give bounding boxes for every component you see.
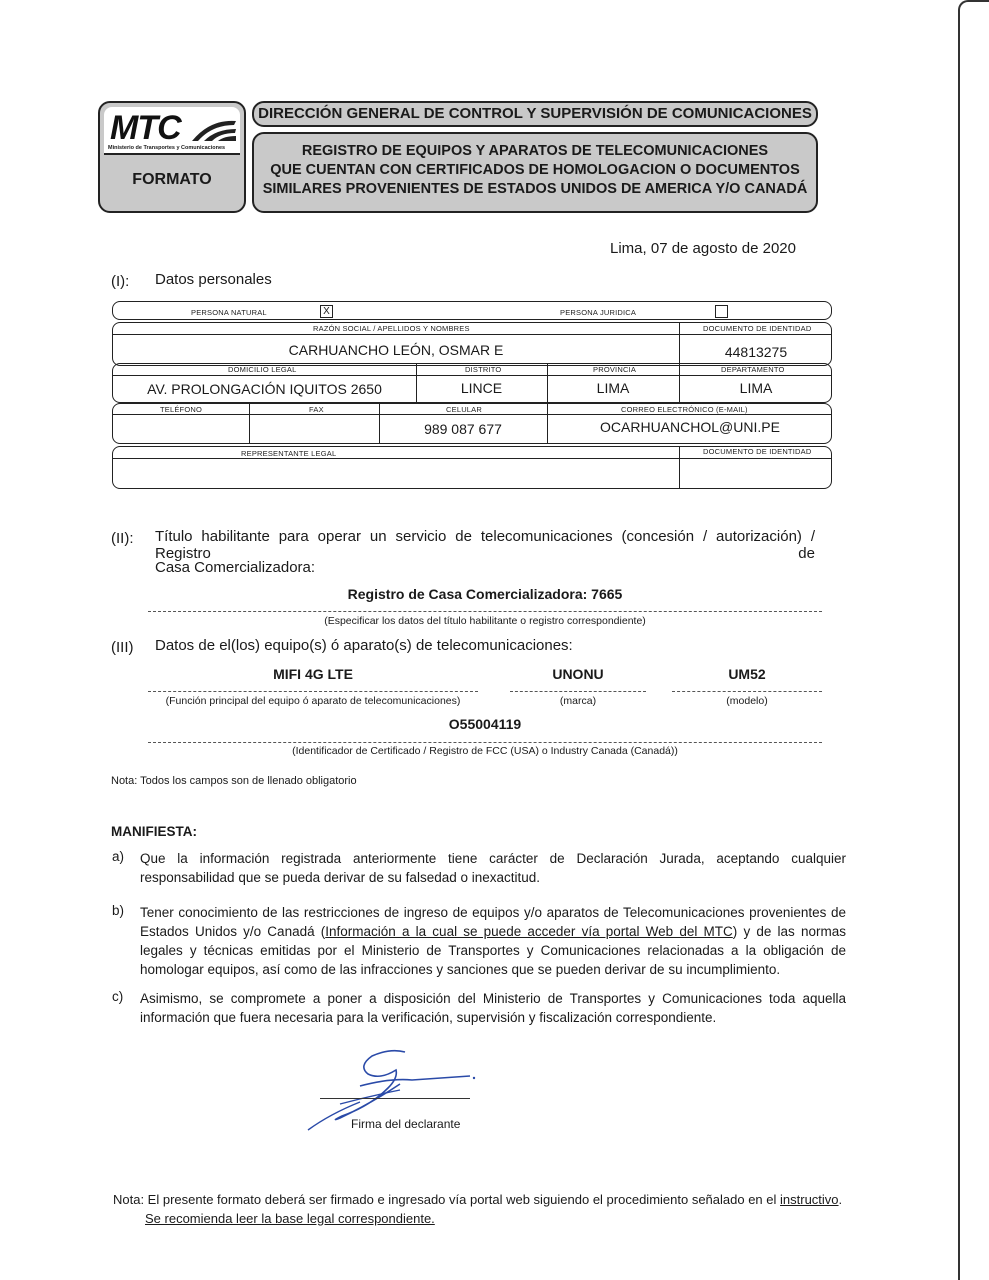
- modelo-value: UM52: [728, 666, 766, 682]
- telefono-label: TELÉFONO: [160, 405, 203, 414]
- modelo-underline: [672, 691, 822, 692]
- header-subtitle: [252, 132, 818, 213]
- distrito-value: LINCE: [460, 380, 503, 396]
- section-2-number: (II):: [111, 530, 134, 547]
- divider: [113, 458, 831, 459]
- funcion-value: MIFI 4G LTE: [273, 666, 353, 682]
- section-2-text-line-2: Casa Comercializadora:: [155, 559, 316, 576]
- representante-label: REPRESENTANTE LEGAL: [241, 449, 337, 458]
- item-c-text: Asimismo, se compromete a poner a disposición del Ministerio de Transportes y Comunicaciones toda aquella información que fuera necesaria para la verificación, supervisión y fiscalización correspondiente.: [140, 991, 846, 1025]
- item-b-text-pre: Tener conocimiento de las restricciones de ingreso de equipos y/o aparatos de Telecomunicaciones provenientes de Estados Unidos y/o Canadá (: [140, 905, 846, 939]
- document-date: Lima, 07 de agosto de 2020: [610, 240, 796, 257]
- divider: [249, 404, 250, 443]
- domicilio-value: AV. PROLONGACIÓN IQUITOS 2650: [147, 381, 382, 397]
- distrito-label: DISTRITO: [465, 365, 502, 374]
- item-b-text-post: ) y de las normas legales y técnicas emitidas por el Ministerio de Transportes y Comunicaciones relacionadas a la obligación de homologar equipos, así como de las infracciones y sanciones que se pueden derivar de su incumplimiento.: [140, 924, 846, 977]
- celular-label: CELULAR: [446, 405, 482, 414]
- persona-natural-label: PERSONA NATURAL: [191, 308, 267, 317]
- mtc-portal-link[interactable]: Información a la cual se puede acceder vía portal Web del MTC: [325, 924, 733, 939]
- funcion-underline: [148, 691, 478, 692]
- nota-footer: [113, 1192, 842, 1207]
- marca-value: UNONU: [552, 666, 604, 682]
- provincia-value: LIMA: [596, 380, 630, 396]
- section-2-text-line-1: Título habilitante para operar un servicio de telecomunicaciones (concesión / autorización) / Registro de: [155, 528, 815, 562]
- razon-social-row: [112, 322, 832, 366]
- persona-row: [112, 301, 832, 320]
- correo-value: OCARHUANCHOL@UNI.PE: [600, 419, 780, 435]
- logo-subtitle: Ministerio de Transportes y Comunicaciones: [108, 145, 226, 151]
- doc-identidad-value: 44813275: [724, 344, 788, 360]
- divider: [679, 447, 680, 488]
- razon-social-value: CARHUANCHO LEÓN, OSMAR E: [288, 342, 504, 358]
- domicilio-label: DOMICILIO LEGAL: [228, 365, 297, 374]
- contacto-row: [112, 403, 832, 444]
- instructivo-link[interactable]: instructivo: [780, 1192, 839, 1207]
- mtc-logo: [104, 107, 240, 155]
- representante-row: [112, 446, 832, 489]
- departamento-label: DEPARTAMENTO: [721, 365, 785, 374]
- nota-footer-text: Nota: El presente formato deberá ser firmado e ingresado vía portal web siguiendo el procedimiento señalado en el: [113, 1192, 781, 1207]
- marca-caption: (marca): [559, 695, 597, 707]
- registro-value: Registro de Casa Comercializadora: 7665: [347, 586, 623, 602]
- manifiesta-title: MANIFIESTA:: [111, 824, 197, 839]
- funcion-caption: (Función principal del equipo ó aparato de telecomunicaciones): [165, 695, 461, 707]
- item-b-label: b): [112, 903, 125, 918]
- formato-label: FORMATO: [132, 171, 212, 188]
- divider: [113, 375, 831, 376]
- subtitle-line-2: QUE CUENTAN CON CERTIFICADOS DE HOMOLOGACION O DOCUMENTOS: [270, 162, 800, 178]
- persona-natural-checkbox[interactable]: X: [320, 305, 333, 318]
- certificado-value: O55004119: [448, 716, 522, 732]
- base-legal-link[interactable]: Se recomienda leer la base legal correspondiente.: [145, 1211, 435, 1226]
- section-1-title: Datos personales: [155, 271, 272, 288]
- persona-juridica-label: PERSONA JURIDICA: [560, 308, 637, 317]
- nota-obligatorio: Nota: Todos los campos son de llenado obligatorio: [111, 775, 357, 787]
- registro-caption: (Especificar los datos del título habilitante o registro correspondiente): [324, 615, 646, 627]
- doc-identidad-label: DOCUMENTO DE IDENTIDAD: [703, 324, 812, 333]
- item-a-text: Que la información registrada anteriormente tiene carácter de Declaración Jurada, aceptando cualquier responsabilidad que se pueda derivar de su falsedad o inexactitud.: [140, 851, 846, 885]
- header-title: DIRECCIÓN GENERAL DE CONTROL Y SUPERVISIÓN DE COMUNICACIONES: [252, 101, 818, 127]
- persona-juridica-checkbox[interactable]: [715, 305, 728, 318]
- divider: [113, 334, 831, 335]
- item-b-text: [140, 903, 846, 979]
- celular-value: 989 087 677: [424, 421, 502, 437]
- certificado-underline: [148, 742, 822, 743]
- correo-label: CORREO ELECTRÓNICO (E-MAIL): [621, 405, 748, 414]
- item-a-label: a): [112, 849, 125, 864]
- divider: [113, 414, 831, 415]
- rep-doc-label: DOCUMENTO DE IDENTIDAD: [703, 447, 812, 456]
- section-1-number: (I):: [111, 273, 130, 290]
- mtc-logo-box: [98, 101, 246, 213]
- certificado-caption: (Identificador de Certificado / Registro de FCC (USA) o Industry Canada (Canadá)): [292, 745, 678, 757]
- modelo-caption: (modelo): [726, 695, 768, 707]
- section-3-number: (III): [111, 639, 134, 656]
- registro-underline: [148, 611, 822, 612]
- subtitle-line-3: SIMILARES PROVENIENTES DE ESTADOS UNIDOS DE AMERICA Y/O CANADÁ: [262, 181, 808, 197]
- razon-social-label: RAZÓN SOCIAL / APELLIDOS Y NOMBRES: [313, 324, 470, 333]
- provincia-label: PROVINCIA: [593, 365, 637, 374]
- nota-footer-period: .: [838, 1192, 843, 1207]
- logo-swoosh-icon: [190, 115, 238, 143]
- subtitle-line-1: REGISTRO DE EQUIPOS Y APARATOS DE TELECOMUNICACIONES: [301, 143, 769, 159]
- domicilio-row: [112, 363, 832, 403]
- scan-edge: [958, 0, 989, 1280]
- item-c-label: c): [112, 989, 124, 1004]
- fax-label: FAX: [309, 405, 324, 414]
- logo-text: MTC: [110, 109, 181, 147]
- marca-underline: [510, 691, 646, 692]
- signature-line: [320, 1098, 470, 1099]
- departamento-value: LIMA: [739, 380, 773, 396]
- section-3-text: Datos de el(los) equipo(s) ó aparato(s) de telecomunicaciones:: [155, 637, 573, 654]
- firma-label: Firma del declarante: [351, 1117, 461, 1131]
